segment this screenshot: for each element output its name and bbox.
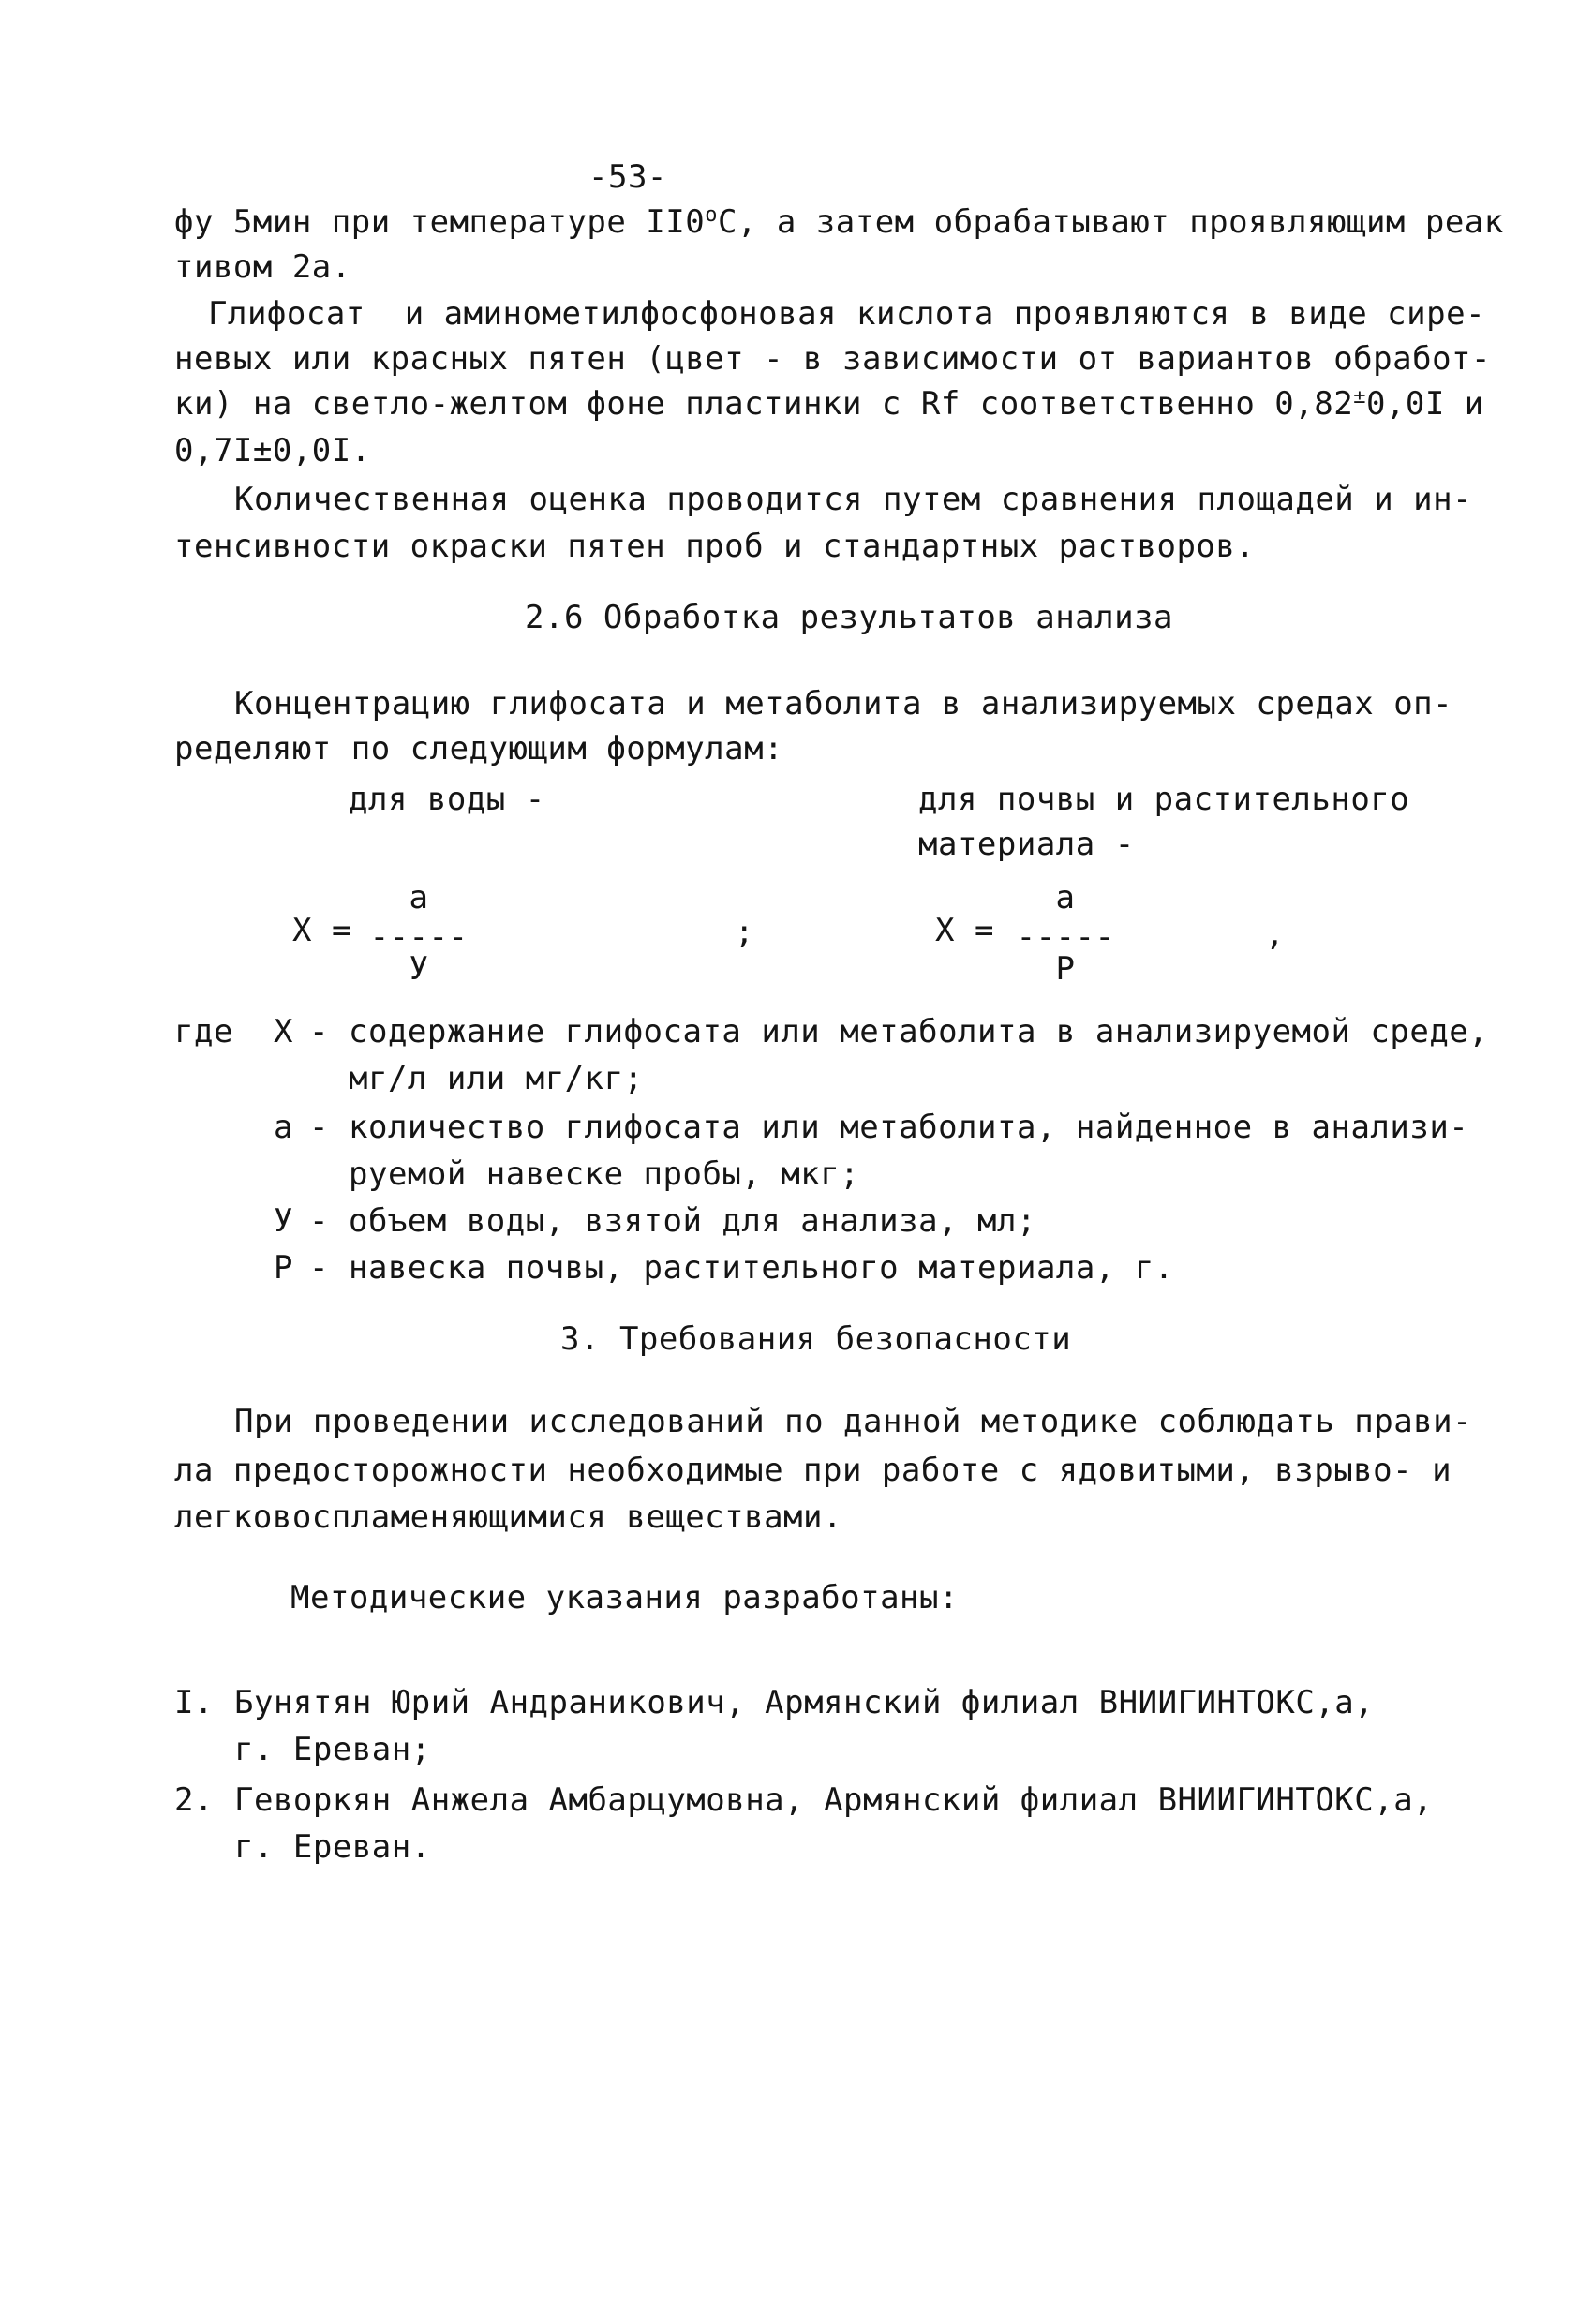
formula-soil-denominator: P (1055, 950, 1076, 988)
section-2-6-number: 2.6 (525, 599, 584, 636)
detection-line-1: Глифосат и аминометилфосфоновая кислота проявляются в виде сире- (208, 295, 1486, 333)
formula-water-fraction (367, 879, 470, 990)
quant-line-1: Количественная оценка проводится путем сравнения площадей и ин- (234, 481, 1473, 518)
formula-intro-line-1: Концентрацию глифосата и метаболита в анализируемых средах оп- (234, 685, 1453, 723)
formula-intro-line-2: ределяют по следующим формулам: (174, 730, 784, 767)
author-number: I. (174, 1684, 214, 1721)
formula-water-denominator: У (409, 950, 429, 988)
formula-soil-numerator: a (1055, 879, 1076, 916)
formula-soil-lhs: X = (935, 912, 994, 949)
detection-line-3-a: ки) на светло-желтом фоне пластинки с Rf соответственно 0,82 (174, 385, 1354, 423)
definition-text-line-2: руемой навеске пробы, мкг; (349, 1155, 860, 1193)
degree-superscript: o (705, 203, 718, 227)
formula-soil-label-2: материала - (918, 826, 1135, 863)
intro-line-2: тивом 2а. (174, 248, 351, 286)
definition-symbol: P (274, 1249, 293, 1287)
section-2-6-title: Обработка результатов анализа (603, 599, 1174, 636)
definition-dash: - (309, 1249, 329, 1287)
formula-soil-bar: ----- (1016, 918, 1115, 956)
definition-dash: - (309, 1202, 329, 1240)
page-number: -53- (588, 158, 667, 196)
definition-symbol: a (274, 1109, 293, 1146)
section-3-number: 3. (560, 1320, 600, 1358)
definition-dash: - (309, 1109, 329, 1146)
safety-line-2: ла предосторожности необходимые при работе с ядовитыми, взрыво- и (174, 1452, 1452, 1489)
definition-text-line-1: объем воды, взятой для анализа, мл; (349, 1202, 1036, 1240)
definitions-where: где (174, 1013, 233, 1050)
author-line-1: Бунятян Юрий Андраникович, Армянский филиал ВНИИГИНТОКС,а, (234, 1684, 1375, 1721)
intro-line-1 (174, 203, 1504, 241)
definition-text-line-1: навеска почвы, растительного материала, г. (349, 1249, 1174, 1287)
safety-line-1: При проведении исследований по данной методике соблюдать прави- (234, 1403, 1473, 1440)
section-3-heading (560, 1320, 1072, 1358)
detection-line-4: 0,7I±0,0I. (174, 432, 371, 469)
definition-symbol: X (274, 1013, 293, 1050)
formula-soil-label-1: для почвы и растительного (918, 781, 1410, 818)
formula-separator-comma: , (1265, 916, 1285, 953)
intro-text-a: фу 5мин при температуре II0 (174, 203, 706, 241)
detection-line-2: невых или красных пятен (цвет - в зависимости от вариантов обработ- (174, 340, 1491, 378)
formula-water-bar: ----- (369, 918, 469, 956)
formula-separator-semicolon: ; (735, 914, 754, 951)
detection-line-3-b: 0,0I и (1365, 385, 1484, 423)
section-3-title: Требования безопасности (618, 1320, 1072, 1358)
section-2-6-heading (525, 599, 1174, 636)
definition-dash: - (309, 1013, 329, 1050)
author-line-1: Геворкян Анжела Амбарцумовна, Армянский филиал ВНИИГИНТОКС,а, (234, 1781, 1434, 1819)
formula-water-numerator: a (409, 879, 429, 916)
author-number: 2. (174, 1781, 214, 1819)
safety-line-3: легковоспламеняющимися веществами. (174, 1498, 842, 1536)
authors-heading: Методические указания разработаны: (290, 1579, 959, 1616)
formula-water-lhs: X = (292, 912, 351, 949)
detection-line-3 (174, 385, 1484, 423)
formula-water-label: для воды - (349, 781, 545, 818)
formula-soil-fraction (1014, 879, 1117, 990)
definition-text-line-1: количество глифосата или метаболита, найденное в анализи- (349, 1109, 1469, 1146)
definition-text-line-1: содержание глифосата или метаболита в анализируемой среде, (349, 1013, 1489, 1050)
author-line-2: г. Ереван; (234, 1731, 431, 1768)
plus-minus-superscript: ± (1353, 385, 1366, 409)
quant-line-2: тенсивности окраски пятен проб и стандартных растворов. (174, 528, 1256, 565)
intro-text-b: C, а затем обрабатывают проявляющим реак (717, 203, 1504, 241)
definition-text-line-2: мг/л или мг/кг; (349, 1060, 644, 1097)
author-line-2: г. Ереван. (234, 1828, 431, 1866)
definition-symbol: У (274, 1202, 293, 1240)
